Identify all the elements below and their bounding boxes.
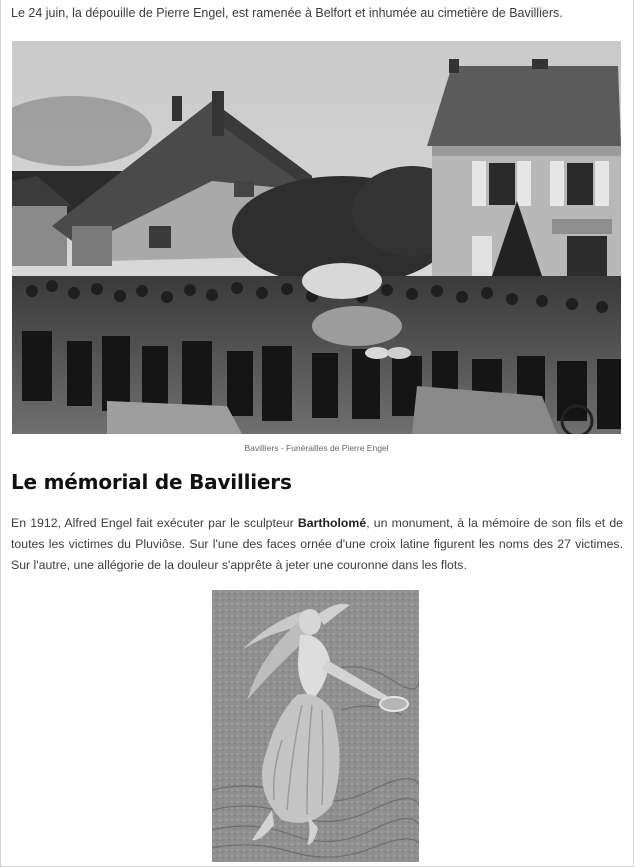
paragraph-text-start: En 1912, Alfred Engel fait exécuter par le sculpteur xyxy=(11,516,298,530)
photo-caption: Bavilliers - Funérailles de Pierre Engel xyxy=(244,443,389,453)
funeral-photo xyxy=(12,41,621,434)
memorial-paragraph xyxy=(11,513,623,576)
section-title: Le mémorial de Bavilliers xyxy=(11,470,292,494)
sculptor-name: Bartholomé xyxy=(297,516,367,530)
memorial-relief-photo xyxy=(212,590,419,862)
intro-text: Le 24 juin, la dépouille de Pierre Engel, est ramenée à Belfort et inhumée au cimetière de Bavilliers. xyxy=(11,6,563,20)
paragraph-text-end: , un monument, à la mémoire de son fils et de toutes les victimes du Pluviôse. Sur l'une des faces ornée d'une croix latine figurent les noms des 27 victimes. Sur l'autre, une allégorie de la douleur s'apprête à jeter une couronne dans les flots. xyxy=(11,516,623,572)
